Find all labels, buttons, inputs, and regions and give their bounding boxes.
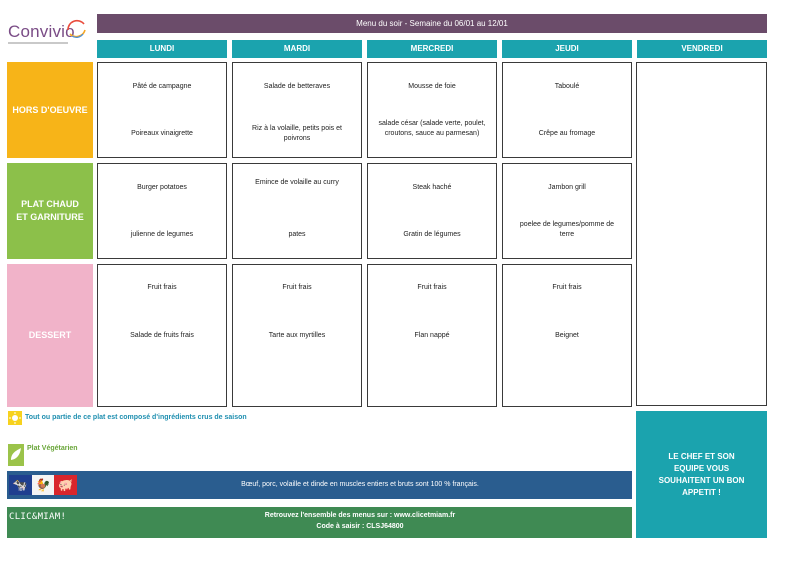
row-label-text: HORS D'OEUVRE xyxy=(12,104,88,115)
menu-item: Fruit frais xyxy=(147,284,177,291)
row-label-text: PLAT CHAUD ET GARNITURE xyxy=(16,199,84,222)
menu-cell xyxy=(97,163,227,259)
menu-item: Jambon grill xyxy=(548,184,586,191)
pig-icon: 🐖 xyxy=(54,475,77,495)
convivio-logo xyxy=(8,18,90,48)
menu-item: Tarte aux myrtilles xyxy=(268,332,326,339)
menu-item: Flan nappé xyxy=(414,332,450,339)
day-header-mardi: MARDI xyxy=(232,40,362,58)
menu-item: Burger potatoes xyxy=(137,184,187,191)
legend-seasonal-text: Tout ou partie de ce plat est composé d'ingrédients crus de saison xyxy=(25,414,247,421)
menu-cell xyxy=(367,163,497,259)
menu-cell xyxy=(502,163,632,259)
clicetmiam-url-text: Retrouvez l'ensemble des menus sur : www.clicetmiam.fr xyxy=(264,512,456,519)
day-header-vendredi: VENDREDI xyxy=(637,40,767,58)
menu-item: Steak haché xyxy=(412,184,452,191)
friday-column xyxy=(636,62,767,406)
menu-item: Fruit frais xyxy=(282,284,312,291)
day-header-lundi: LUNDI xyxy=(97,40,227,58)
meat-origin-text: Bœuf, porc, volaille et dinde en muscles entiers et bruts sont 100 % français. xyxy=(241,481,479,488)
menu-cell xyxy=(232,264,362,407)
chicken-icon: 🐓 xyxy=(32,475,55,495)
menu-item: Fruit frais xyxy=(417,284,447,291)
menu-cell xyxy=(502,264,632,407)
menu-item: Salade de fruits frais xyxy=(130,332,194,339)
menu-item: Mousse de foie xyxy=(408,83,456,90)
menu-item: pates xyxy=(288,231,306,238)
menu-item: Fruit frais xyxy=(552,284,582,291)
french-meat-flag xyxy=(9,475,77,495)
legend-vegetarian-text: Plat Végétarien xyxy=(27,445,78,452)
menu-item: salade césar (salade verte, poulet, croutons, sauce au parmesan) xyxy=(378,120,486,137)
menu-item: Riz à la volaille, petits pois et poivrons xyxy=(252,125,342,142)
logo-text: Convivio xyxy=(8,22,75,41)
clicetmiam-code-text: Code à saisir : CLSJ64800 xyxy=(316,523,404,530)
menu-cell xyxy=(367,264,497,407)
menu-item: Poireaux vinaigrette xyxy=(131,130,193,137)
menu-cell xyxy=(232,62,362,158)
vegetarian-leaf-icon xyxy=(8,444,24,466)
seasonal-sun-icon xyxy=(8,411,22,425)
row-label-hors-doeuvre xyxy=(7,62,93,158)
menu-cell xyxy=(232,163,362,259)
day-header-mercredi: MERCREDI xyxy=(367,40,497,58)
menu-cell xyxy=(97,62,227,158)
menu-item: poelee de legumes/pomme de terre xyxy=(519,221,615,238)
menu-item: Crêpe au fromage xyxy=(538,130,596,137)
logo-swirl-icon xyxy=(64,16,88,40)
row-label-text: DESSERT xyxy=(28,330,72,340)
page-title: Menu du soir - Semaine du 06/01 au 12/01 xyxy=(97,14,767,33)
menu-item: Gratin de légumes xyxy=(403,231,461,238)
menu-item: Taboulé xyxy=(554,83,580,90)
menu-cell xyxy=(502,62,632,158)
row-label-plat-chaud xyxy=(7,163,93,259)
logo-underline xyxy=(8,42,68,44)
menu-cell xyxy=(367,62,497,158)
chef-message-box xyxy=(636,411,767,538)
cow-icon: 🐄 xyxy=(9,475,32,495)
menu-item: Salade de betteraves xyxy=(263,83,331,90)
chef-message-text: LE CHEF ET SON EQUIPE VOUS SOUHAITENT UN BON APPETIT ! xyxy=(658,451,745,497)
clicetmiam-logo: CLIC&MIAM! xyxy=(9,512,67,522)
menu-item: Pâté de campagne xyxy=(132,83,192,90)
day-header-jeudi: JEUDI xyxy=(502,40,632,58)
menu-item: Beignet xyxy=(555,332,579,339)
menu-cell xyxy=(97,264,227,407)
menu-item: julienne de legumes xyxy=(130,231,194,238)
row-label-dessert xyxy=(7,264,93,407)
menu-item: Emince de volaille au curry xyxy=(255,179,339,186)
